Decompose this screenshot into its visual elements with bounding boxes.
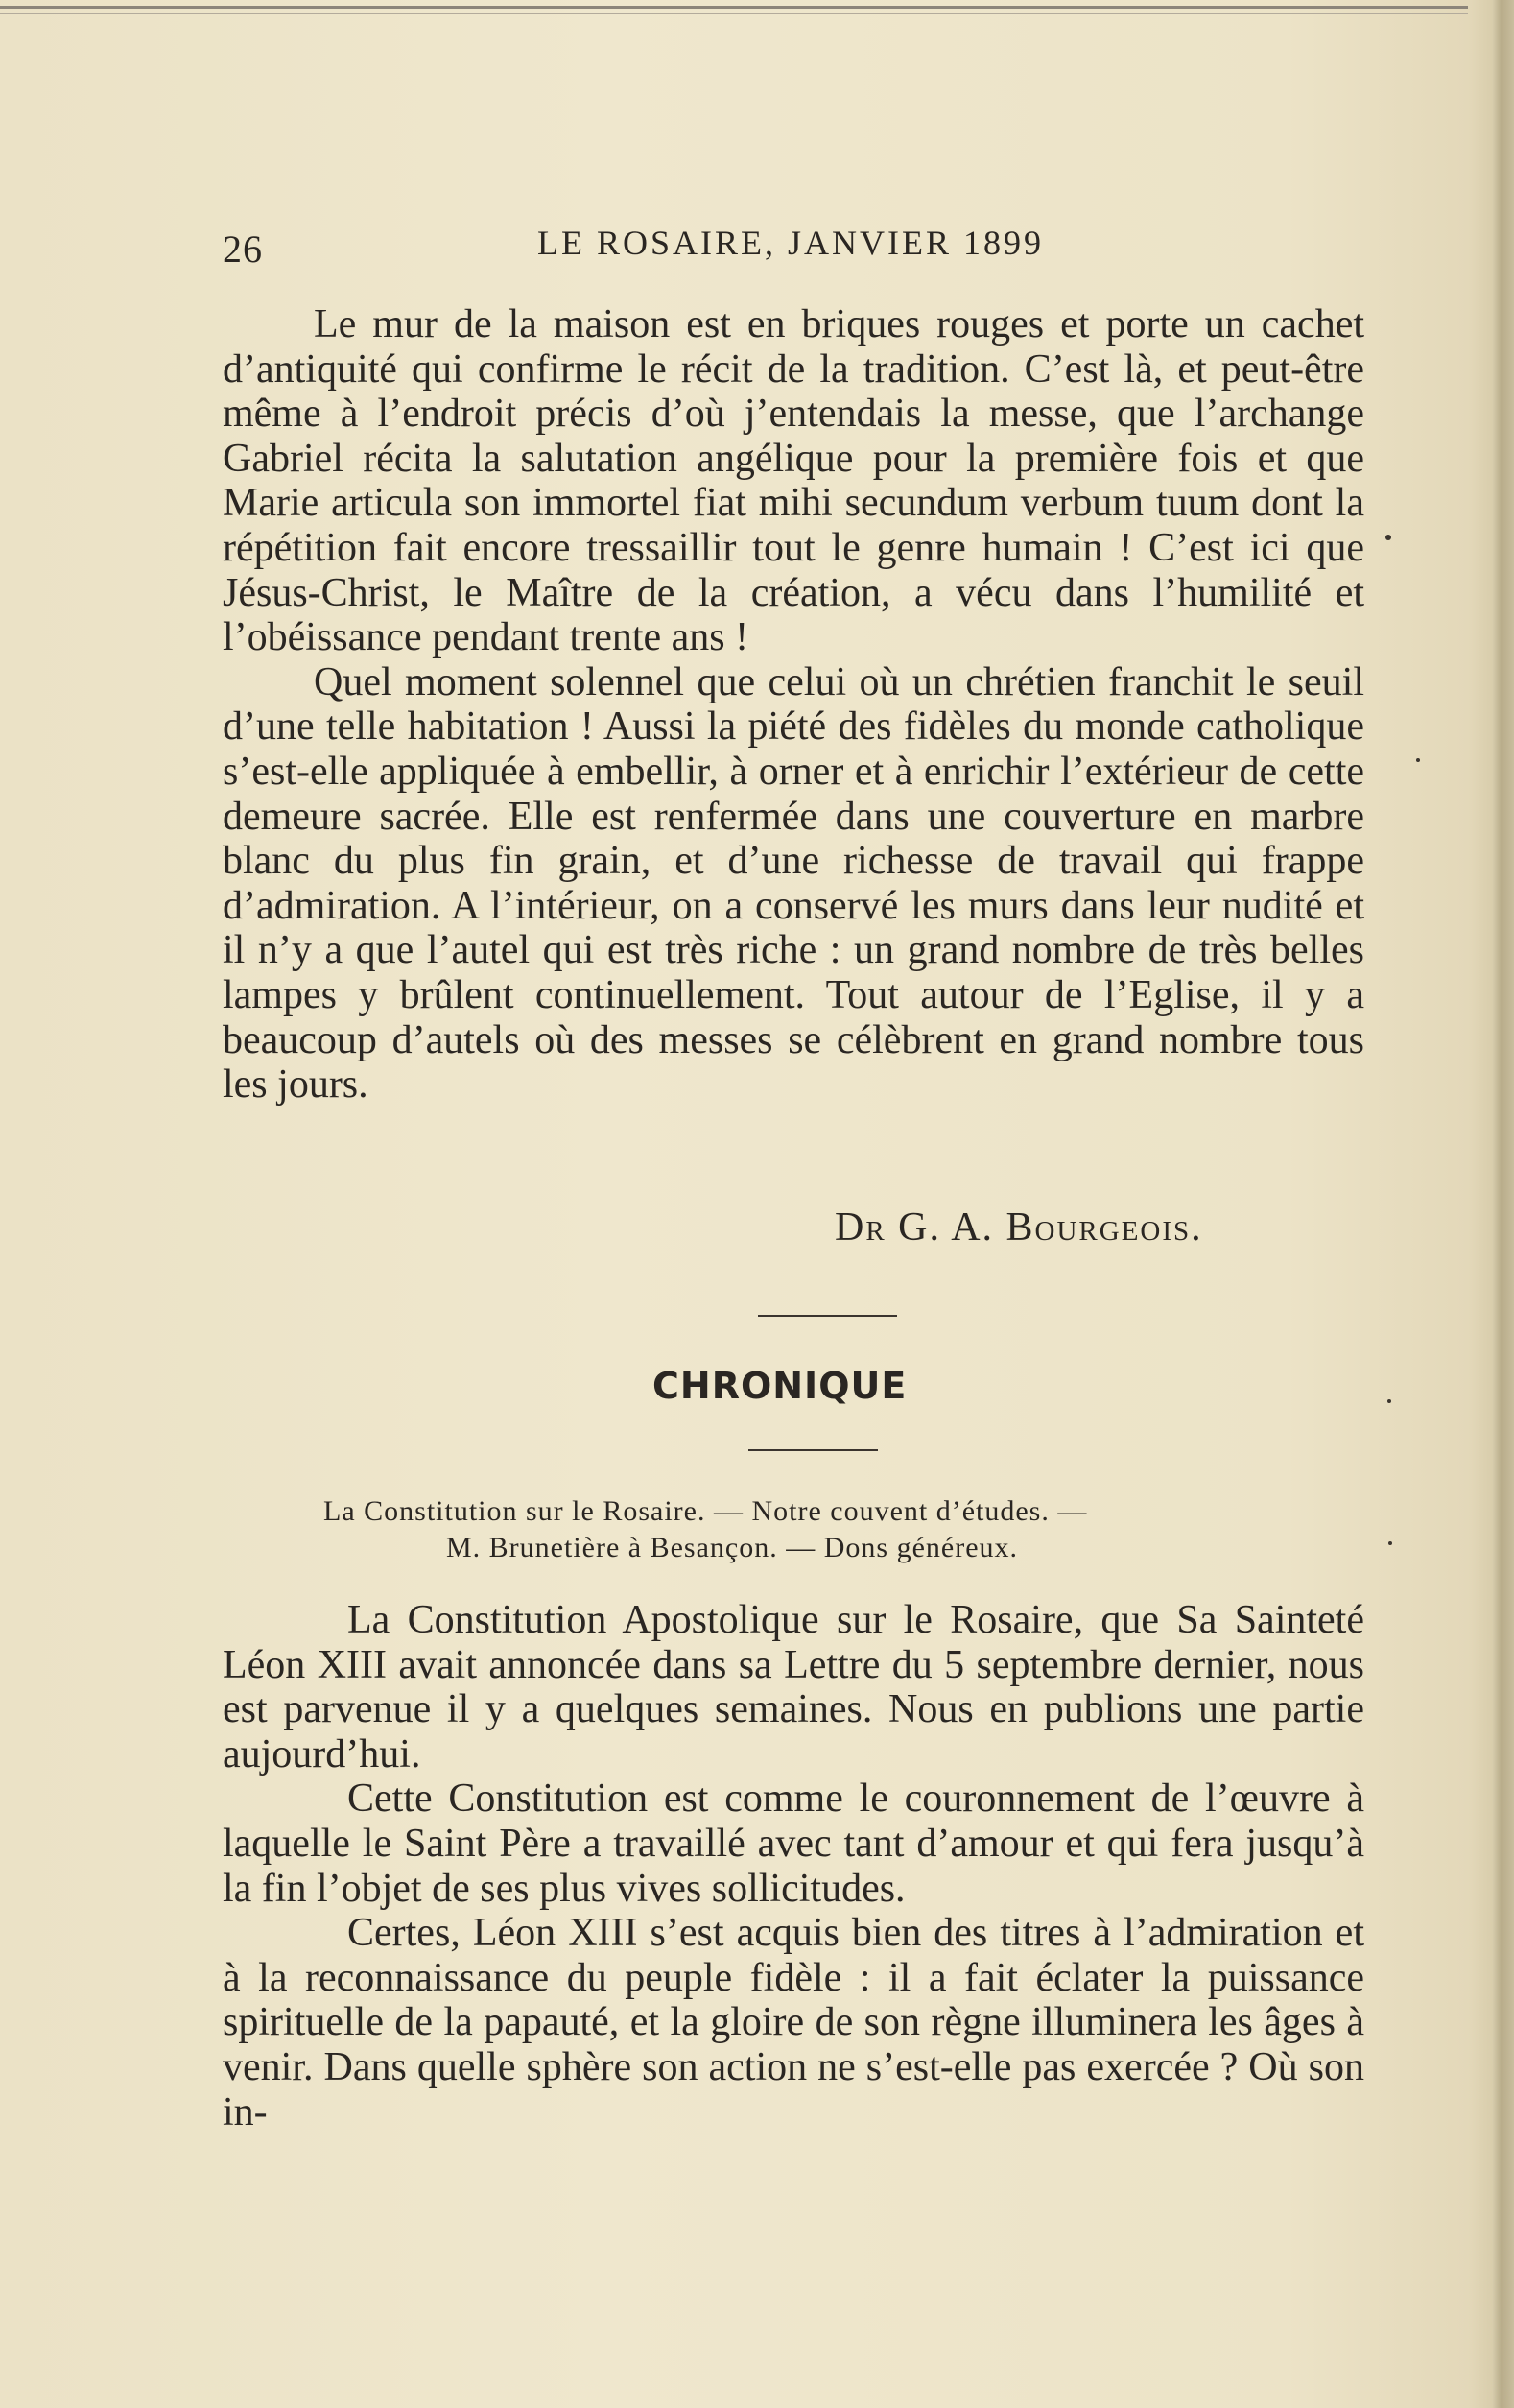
running-head: LE ROSAIRE, JANVIER 1899 [537,224,1044,262]
chronique-paragraph: Cette Constitution est comme le couronnement de l’œuvre à laquelle le Saint Père a travaillé avec tant d’amour et qui fera jusqu’à la fin l’objet de ses plus vives sollicitudes. [223,1776,1364,1911]
page-edge-shadow [1493,0,1514,2408]
ink-speck [1387,1399,1391,1403]
section-divider [758,1315,897,1317]
chronique-body [223,1598,1364,2134]
chronique-summary-line: M. Brunetière à Besançon. — Dons généreux. [446,1532,1019,1563]
ink-speck [1388,1541,1392,1545]
author-signature: Dr G. A. Bourgeois. [835,1205,1203,1250]
heading-underline [748,1449,878,1451]
chronique-summary-line: La Constitution sur le Rosaire. — Notre couvent d’études. — [323,1495,1088,1527]
chronique-paragraph: La Constitution Apostolique sur le Rosaire, que Sa Sainteté Léon XIII avait annoncée dans sa Lettre du 5 septembre dernier, nous est parvenue il y a quelques semaines. Nous en publions une partie aujourd’hui. [223,1598,1364,1776]
page-number: 26 [223,227,263,271]
top-border-line [0,6,1468,9]
section-heading: CHRONIQUE [652,1365,908,1407]
article-paragraph: Le mur de la maison est en briques rouges et porte un cachet d’antiquité qui confirme le récit de la tradition. C’est là, et peut-être même à l’endroit précis d’où j’entendais la messe, que l’archange Gabriel récita la salutation angélique pour la première fois et que Marie articula son immortel fiat mihi secundum verbum tuum dont la répétition fait encore tressaillir tout le genre humain ! C’est ici que Jésus-Christ, le Maître de la création, a vécu dans l’humilité et l’obéissance pendant trente ans ! [223,302,1364,660]
ink-speck [1385,535,1391,540]
ink-speck [1416,758,1420,762]
article-body [223,302,1364,1108]
chronique-paragraph: Certes, Léon XIII s’est acquis bien des titres à l’admiration et à la reconnaissance du peuple fidèle : il a fait éclater la puissance spirituelle de la papauté, et la gloire de son règne illuminera les âges à venir. Dans quelle sphère son action ne s’est-elle pas exercée ? Où son in- [223,1911,1364,2134]
article-paragraph: Quel moment solennel que celui où un chrétien franchit le seuil d’une telle habitation ! Aussi la piété des fidèles du monde catholique s’est-elle appliquée à embellir, à orner et à enrichir l’extérieur de cette demeure sacrée. Elle est renfermée dans une couverture en marbre blanc du plus fin grain, et d’une richesse de travail qui frappe d’admiration. A l’intérieur, on a conservé les murs dans leur nudité et il n’y a que l’autel qui est très riche : un grand nombre de très belles lampes y brûlent continuellement. Tout autour de l’Eglise, il y a beaucoup d’autels où des messes se célèbrent en grand nombre tous les jours. [223,659,1364,1108]
top-border-line-thin [0,13,1468,14]
